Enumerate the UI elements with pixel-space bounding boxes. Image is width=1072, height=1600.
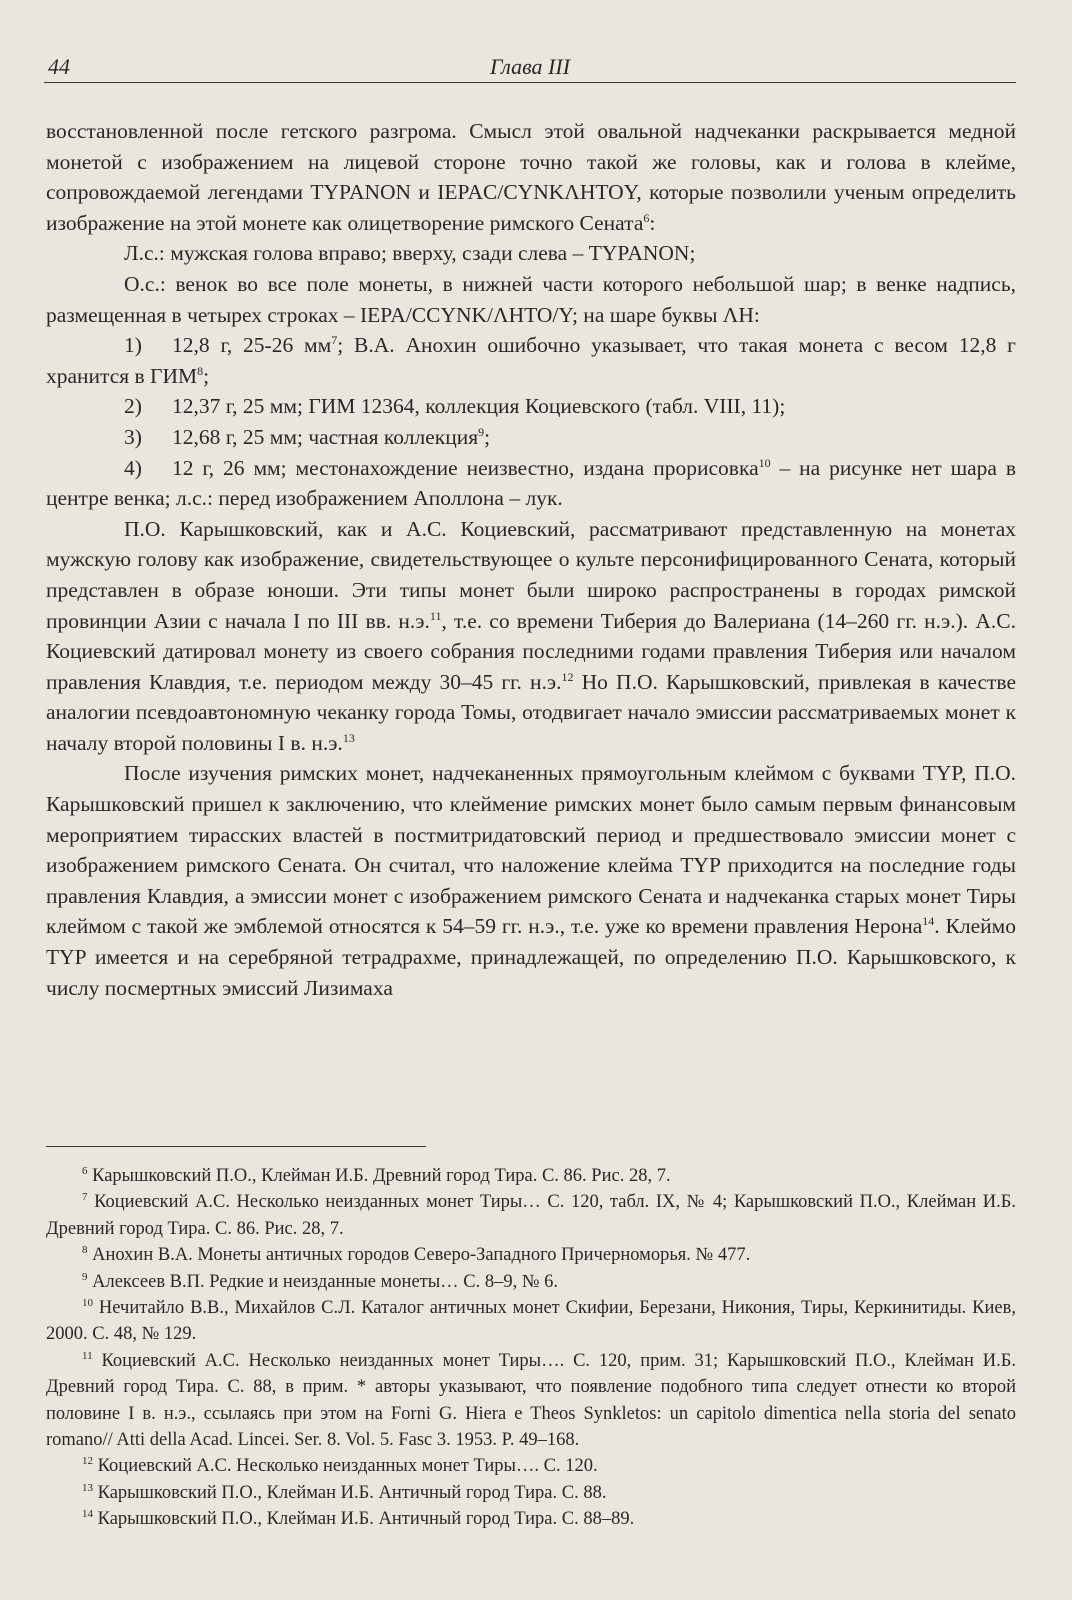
list-item bbox=[46, 330, 1016, 391]
footnote-number: 7 bbox=[82, 1191, 88, 1204]
list-item bbox=[46, 391, 1016, 422]
chapter-title: Глава III bbox=[489, 54, 571, 79]
footnote-text: Карышковский П.О., Клейман И.Б. Древний город Тира. С. 86. Рис. 28, 7. bbox=[87, 1166, 671, 1186]
footnote-text: Нечитайло В.В., Михайлов С.Л. Каталог античных монет Скифии, Березани, Никония, Тиры, Керкинитиды. Киев, 2000. С. 48, № 129. bbox=[46, 1298, 1016, 1345]
footnote-ref[interactable]: 13 bbox=[342, 730, 355, 745]
page-number: 44 bbox=[48, 54, 70, 79]
footnote-number: 11 bbox=[82, 1349, 93, 1362]
obverse-description: Л.с.: мужская голова вправо; вверху, сзади слева – ТYPANON; bbox=[124, 241, 696, 266]
footnotes bbox=[46, 1163, 1016, 1533]
list-number: 3) bbox=[124, 424, 142, 449]
footnote bbox=[46, 1453, 1016, 1479]
text-run: П.О. Карышковский, как и А.С. Коциевский, рассматривают представленную на монетах мужскую голову как изображение, свидетельствующее о культе персонифицированного Сената, который представлен в образе юноши. Эти типы монет были широко распространены в городах римской провинции Азии с начала I по III вв. н.э. bbox=[46, 516, 1016, 633]
footnote-text: Коциевский А.С. Несколько неизданных монет Тиры…. С. 120. bbox=[93, 1456, 598, 1477]
footnote-number: 14 bbox=[82, 1508, 93, 1521]
footnote-text: Алексеев В.П. Редкие и неизданные монеты… С. 8–9, № 6. bbox=[87, 1271, 559, 1292]
paragraph-intro bbox=[46, 116, 1016, 238]
footnote-number: 8 bbox=[82, 1244, 88, 1257]
text-run: ; В.А. Анохин ошибочно указывает, что такая монета с весом 12,8 г хранится в ГИМ bbox=[46, 333, 1017, 388]
text-run: 12,37 г, 25 мм; ГИМ 12364, коллекция Коциевского (табл. VIII, 11); bbox=[172, 394, 786, 419]
footnote-ref[interactable]: 8 bbox=[197, 363, 204, 378]
footnote-divider bbox=[46, 1146, 426, 1147]
running-header bbox=[44, 50, 1016, 83]
text-run: Но П.О. Карышковский, привлекая в качестве аналогии псевдоавтономную чеканку города Томы, отодвигает начало эмиссии рассматриваемых монет к началу второй половины I в. н.э. bbox=[46, 669, 1016, 755]
list-number: 4) bbox=[124, 455, 142, 480]
reverse-description: О.с.: венок во все поле монеты, в нижней части которого небольшой шар; в венке надпись, размещенная в четырех строках – IEPA/CCYNK/ΛΗΤΟ/Υ; на шаре буквы ΛΗ: bbox=[46, 271, 1016, 327]
text-run: : bbox=[649, 210, 656, 235]
text-run: 12 г, 26 мм; местонахождение неизвестно, издана прорисовка bbox=[172, 455, 759, 480]
footnote-ref[interactable]: 10 bbox=[758, 455, 771, 470]
footnote bbox=[46, 1242, 1016, 1268]
list-number: 1) bbox=[124, 333, 142, 358]
footnote-text: Карышковский П.О., Клейман И.Б. Античный город Тира. С. 88–89. bbox=[93, 1509, 635, 1530]
text-run: – на рисунке нет шара в центре венка; л.с.: перед изображением Аполлона – лук. bbox=[46, 455, 1016, 511]
paragraph-countermark bbox=[46, 758, 1016, 1003]
list-item bbox=[46, 453, 1016, 514]
footnote-number: 9 bbox=[82, 1270, 88, 1283]
footnote-text: Анохин В.А. Монеты античных городов Северо-Западного Причерноморья. № 477. bbox=[87, 1245, 751, 1266]
text-run: восстановленной после гетского разгрома. Смысл этой овальной надчеканки раскрывается медной монетой с изображением на лицевой стороне точно такой же головы, как и голова в клейме, сопровождаемой легендами ТYPANON и IEPAC/CYNKΛHTOY, которые позволили ученым определить изображение на этой монете как олицетворение римского Сената bbox=[46, 119, 1016, 235]
footnote-number: 6 bbox=[82, 1164, 88, 1177]
main-text bbox=[46, 116, 1016, 1003]
footnote bbox=[46, 1163, 1016, 1189]
text-run: После изучения римских монет, надчеканенных прямоугольным клеймом с буквами ТYP, П.О. Карышковский пришел к заключению, что клеймение римских монет было самым первым финансовым мероприятием тирасских властей в постмитридатовский период и предшествовало эмиссии монет с изображением римского Сената. Он считал, что наложение клейма ТYP приходится на последние годы правления Клавдия, а эмиссии монет с изображением римского Сената и надчеканка старых монет Тиры клеймом с такой же эмблемой относятся к 54–59 гг. н.э., т.е. уже ко времени правления Нерона bbox=[46, 761, 1016, 939]
text-run: 12,8 г, 25-26 мм bbox=[172, 333, 332, 358]
footnote-number: 12 bbox=[82, 1455, 93, 1468]
footnote-ref[interactable]: 6 bbox=[643, 210, 650, 225]
footnote-text: Коциевский А.С. Несколько неизданных монет Тиры…. С. 120, прим. 31; Карышковский П.О., Клейман И.Б. Древний город Тира. С. 88, в прим. * авторы указывают, что появление подобного типа следует отнести ко второй половине I в. н.э., ссылаясь при этом на Forni G. Hiera e Theos Synkletos: un capitolo dimentica nella storia del senato romano// Atti della Acad. Lincei. Ser. 8. Vol. 5. Fasc 3. 1953. P. 49–168. bbox=[46, 1350, 1016, 1451]
footnote-ref[interactable]: 12 bbox=[561, 669, 574, 684]
list-item bbox=[46, 422, 1016, 453]
footnote-ref[interactable]: 14 bbox=[922, 914, 935, 929]
footnote-number: 10 bbox=[82, 1296, 93, 1309]
text-run: ; bbox=[203, 363, 210, 388]
footnote-text: Карышковский П.О., Клейман И.Б. Античный город Тира. С. 88. bbox=[93, 1482, 607, 1503]
paragraph-senate-cult bbox=[46, 514, 1016, 759]
footnote bbox=[46, 1480, 1016, 1506]
footnote-ref[interactable]: 7 bbox=[331, 333, 338, 347]
footnote bbox=[46, 1506, 1016, 1532]
text-run: , т.е. со времени Тиберия до Валериана (14–260 гг. н.э.). А.С. Коциевский датировал монету из своего собрания последними годами правления Тиберия или началом правления Клавдия, т.е. периодом между 30–45 гг. н.э. bbox=[46, 608, 1016, 694]
footnote-number: 13 bbox=[82, 1481, 93, 1494]
text-run: ; bbox=[484, 424, 491, 449]
text-run: 12,68 г, 25 мм; частная коллекция bbox=[172, 424, 479, 449]
footnote-ref[interactable]: 9 bbox=[478, 424, 485, 439]
list-number: 2) bbox=[124, 394, 142, 419]
footnote bbox=[46, 1295, 1016, 1348]
footnote bbox=[46, 1348, 1016, 1454]
footnote-text: Коциевский А.С. Несколько неизданных монет Тиры… С. 120, табл. IX, № 4; Карышковский П.О., Клейман И.Б. Древний город Тира. С. 86. Рис. 28, 7. bbox=[46, 1192, 1016, 1239]
text-run: . Клеймо ТYP имеется и на серебряной тетрадрахме, принадлежащей, по определению П.О. Карышковского, к числу посмертных эмиссий Лизимаха bbox=[46, 914, 1016, 1000]
footnote bbox=[46, 1269, 1016, 1295]
footnote-ref[interactable]: 11 bbox=[429, 608, 442, 623]
footnote bbox=[46, 1189, 1016, 1242]
